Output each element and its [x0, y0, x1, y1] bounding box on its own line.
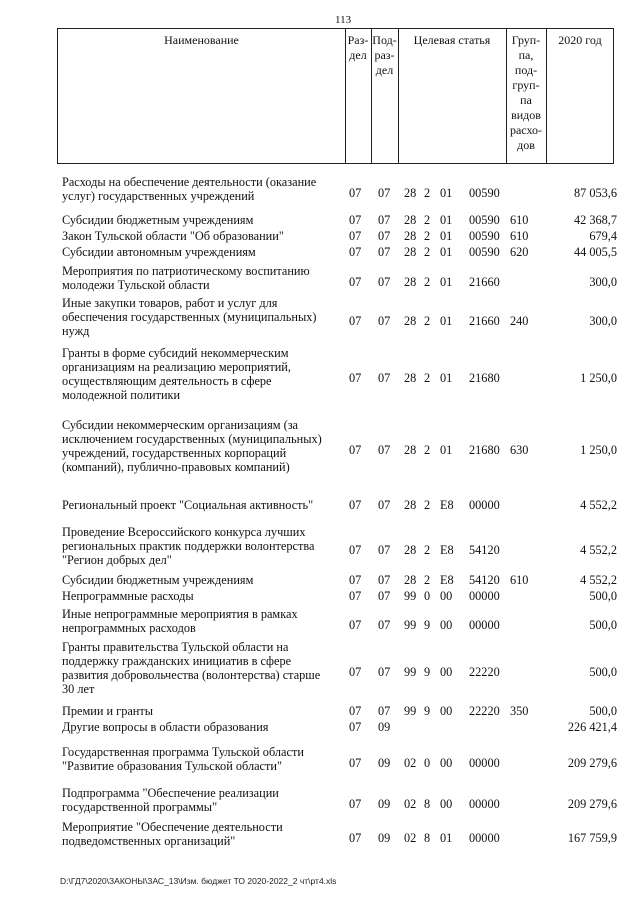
- direction-code-cell: 54120: [469, 573, 500, 587]
- item-name-cell: [62, 607, 344, 635]
- razdel-cell: 07: [349, 443, 362, 457]
- program-code-cell: 28: [404, 245, 417, 259]
- razdel-cell: 07: [349, 229, 362, 243]
- item-name-cell: [62, 525, 344, 567]
- razdel-cell: 07: [349, 245, 362, 259]
- direction-code-cell: 00590: [469, 213, 500, 227]
- header-label-line: Груп-: [511, 33, 541, 47]
- podrazdel-cell: 07: [378, 229, 391, 243]
- razdel-cell: 07: [349, 797, 362, 811]
- item-name-line: осуществляющим деятельность в сфере: [62, 374, 272, 388]
- item-name-line: Субсидии бюджетным учреждениям: [62, 573, 254, 587]
- direction-code-cell: 00590: [469, 229, 500, 243]
- amount-cell: 44 005,5: [573, 245, 617, 259]
- amount-cell: 42 368,7: [573, 213, 617, 227]
- event-code-cell: 00: [440, 704, 453, 718]
- subprogram-code-cell: 9: [424, 618, 431, 632]
- subprogram-code-cell: 0: [424, 589, 431, 603]
- subprogram-code-cell: 2: [424, 371, 431, 385]
- header-target-article: Целевая статья: [413, 33, 491, 47]
- direction-code-cell: 00000: [469, 756, 500, 770]
- program-code-cell: 99: [404, 589, 417, 603]
- program-code-cell: 28: [404, 213, 417, 227]
- item-name-cell: [62, 720, 344, 734]
- amount-cell: 4 552,2: [580, 573, 617, 587]
- header-label-line: видов: [511, 108, 541, 122]
- item-name-line: Премии и гранты: [62, 704, 154, 718]
- item-name-line: Региональный проект "Социальная активность": [62, 498, 314, 512]
- program-code-cell: 28: [404, 275, 417, 289]
- item-name-line: услуг) государственных учреждений: [62, 189, 255, 203]
- item-name-cell: [62, 418, 344, 474]
- direction-code-cell: 22220: [469, 665, 500, 679]
- podrazdel-cell: 07: [378, 543, 391, 557]
- razdel-cell: 07: [349, 213, 362, 227]
- razdel-cell: 07: [349, 275, 362, 289]
- subprogram-code-cell: 2: [424, 498, 431, 512]
- item-name-line: Расходы на обеспечение деятельности (оказание: [62, 175, 317, 189]
- expense-group-cell: 350: [510, 704, 529, 718]
- amount-cell: 4 552,2: [580, 543, 617, 557]
- podrazdel-cell: 09: [378, 831, 391, 845]
- item-name-cell: [62, 245, 344, 259]
- item-name-cell: [62, 820, 344, 848]
- item-name-cell: [62, 745, 344, 773]
- item-name-cell: [62, 704, 344, 718]
- event-code-cell: 00: [440, 797, 453, 811]
- header-label-line: дел: [349, 48, 367, 62]
- header-label-line: Под-: [372, 33, 397, 47]
- subprogram-code-cell: 2: [424, 573, 431, 587]
- item-name-line: Гранты правительства Тульской области на: [62, 640, 289, 654]
- program-code-cell: 28: [404, 229, 417, 243]
- program-code-cell: 99: [404, 704, 417, 718]
- direction-code-cell: 21680: [469, 443, 500, 457]
- amount-cell: 300,0: [589, 314, 617, 328]
- header-label-line: раз-: [374, 48, 395, 62]
- razdel-cell: 07: [349, 186, 362, 200]
- item-name-cell: [62, 640, 344, 696]
- item-name-line: Мероприятие "Обеспечение деятельности: [62, 820, 283, 834]
- item-name-cell: [62, 573, 344, 587]
- amount-cell: 679,4: [589, 229, 617, 243]
- razdel-cell: 07: [349, 371, 362, 385]
- item-name-line: Гранты в форме субсидий некоммерческим: [62, 346, 289, 360]
- podrazdel-cell: 07: [378, 618, 391, 632]
- program-code-cell: 28: [404, 314, 417, 328]
- amount-cell: 500,0: [589, 618, 617, 632]
- razdel-cell: 07: [349, 756, 362, 770]
- direction-code-cell: 00590: [469, 186, 500, 200]
- razdel-cell: 07: [349, 704, 362, 718]
- event-code-cell: 00: [440, 756, 453, 770]
- direction-code-cell: 00000: [469, 618, 500, 632]
- amount-cell: 87 053,6: [573, 186, 617, 200]
- amount-cell: 167 759,9: [567, 831, 617, 845]
- podrazdel-cell: 09: [378, 797, 391, 811]
- item-name-line: Мероприятия по патриотическому воспитанию: [62, 264, 310, 278]
- item-name-cell: [62, 346, 344, 402]
- header-label-line: расхо-: [509, 123, 543, 137]
- expense-group-cell: 240: [510, 314, 529, 328]
- item-name-cell: [62, 213, 344, 227]
- event-code-cell: E8: [440, 573, 454, 587]
- item-name-cell: [62, 296, 344, 338]
- amount-cell: 500,0: [589, 589, 617, 603]
- razdel-cell: 07: [349, 831, 362, 845]
- podrazdel-cell: 07: [378, 665, 391, 679]
- event-code-cell: 00: [440, 665, 453, 679]
- podrazdel-cell: 07: [378, 573, 391, 587]
- program-code-cell: 99: [404, 618, 417, 632]
- razdel-cell: 07: [349, 589, 362, 603]
- event-code-cell: 01: [440, 245, 453, 259]
- event-code-cell: 01: [440, 314, 453, 328]
- file-path-footer: D:\ГД7\2020\ЗАКОНЫ\ЗАС_13\Изм. бюджет ТО 2020-2022_2 чт\рт4.xls: [60, 876, 337, 886]
- subprogram-code-cell: 2: [424, 186, 431, 200]
- item-name-line: развития добровольчества (волонтерства) старше: [62, 668, 321, 682]
- header-label-line: Раз-: [347, 33, 369, 47]
- amount-cell: 209 279,6: [567, 797, 617, 811]
- item-name-line: Другие вопросы в области образования: [62, 720, 269, 734]
- event-code-cell: 00: [440, 618, 453, 632]
- item-name-line: Субсидии некоммерческим организациям (за: [62, 418, 299, 432]
- expense-group-cell: 610: [510, 573, 529, 587]
- razdel-cell: 07: [349, 720, 362, 734]
- event-code-cell: 00: [440, 589, 453, 603]
- item-name-line: государственной программы": [62, 800, 218, 814]
- direction-code-cell: 00000: [469, 831, 500, 845]
- header-label-line: под-: [514, 63, 538, 77]
- item-name-line: нужд: [62, 324, 90, 338]
- amount-cell: 300,0: [589, 275, 617, 289]
- item-name-line: обеспечения государственных (муниципальных): [62, 310, 317, 324]
- direction-code-cell: 00000: [469, 797, 500, 811]
- subprogram-code-cell: 2: [424, 213, 431, 227]
- direction-code-cell: 21680: [469, 371, 500, 385]
- event-code-cell: 01: [440, 186, 453, 200]
- direction-code-cell: 21660: [469, 314, 500, 328]
- direction-code-cell: 00590: [469, 245, 500, 259]
- program-code-cell: 02: [404, 756, 417, 770]
- podrazdel-cell: 07: [378, 589, 391, 603]
- subprogram-code-cell: 2: [424, 314, 431, 328]
- header-label-line: дов: [517, 138, 535, 152]
- header-label-line: па,: [518, 48, 534, 62]
- item-name-cell: [62, 589, 344, 603]
- item-name-line: 30 лет: [62, 682, 95, 696]
- event-code-cell: 01: [440, 229, 453, 243]
- razdel-cell: 07: [349, 618, 362, 632]
- event-code-cell: 01: [440, 831, 453, 845]
- direction-code-cell: 22220: [469, 704, 500, 718]
- subprogram-code-cell: 9: [424, 665, 431, 679]
- header-year: 2020 год: [558, 33, 602, 47]
- razdel-cell: 07: [349, 314, 362, 328]
- razdel-cell: 07: [349, 573, 362, 587]
- program-code-cell: 28: [404, 543, 417, 557]
- item-name-line: Непрограммные расходы: [62, 589, 194, 603]
- event-code-cell: 01: [440, 443, 453, 457]
- razdel-cell: 07: [349, 543, 362, 557]
- podrazdel-cell: 07: [378, 186, 391, 200]
- expense-group-cell: 630: [510, 443, 529, 457]
- item-name-line: Закон Тульской области "Об образовании": [62, 229, 284, 243]
- item-name-cell: [62, 175, 344, 203]
- amount-cell: 1 250,0: [580, 443, 617, 457]
- event-code-cell: 01: [440, 275, 453, 289]
- program-code-cell: 28: [404, 573, 417, 587]
- item-name-line: региональных практик поддержки волонтерства: [62, 539, 315, 553]
- podrazdel-cell: 07: [378, 245, 391, 259]
- item-name-line: молодежи Тульской области: [62, 278, 210, 292]
- program-code-cell: 02: [404, 797, 417, 811]
- event-code-cell: E8: [440, 498, 454, 512]
- amount-cell: 226 421,4: [567, 720, 617, 734]
- direction-code-cell: 21660: [469, 275, 500, 289]
- item-name-line: учреждений, государственных корпораций: [62, 446, 287, 460]
- podrazdel-cell: 07: [378, 371, 391, 385]
- event-code-cell: 01: [440, 213, 453, 227]
- subprogram-code-cell: 0: [424, 756, 431, 770]
- podrazdel-cell: 07: [378, 314, 391, 328]
- subprogram-code-cell: 9: [424, 704, 431, 718]
- podrazdel-cell: 07: [378, 213, 391, 227]
- direction-code-cell: 00000: [469, 589, 500, 603]
- amount-cell: 500,0: [589, 704, 617, 718]
- item-name-line: организациям на реализацию мероприятий,: [62, 360, 291, 374]
- item-name-cell: [62, 229, 344, 243]
- subprogram-code-cell: 8: [424, 831, 431, 845]
- subprogram-code-cell: 2: [424, 245, 431, 259]
- item-name-line: "Регион добрых дел": [62, 553, 172, 567]
- amount-cell: 1 250,0: [580, 371, 617, 385]
- podrazdel-cell: 09: [378, 756, 391, 770]
- header-name: Наименование: [164, 33, 239, 47]
- program-code-cell: 28: [404, 443, 417, 457]
- subprogram-code-cell: 8: [424, 797, 431, 811]
- amount-cell: 4 552,2: [580, 498, 617, 512]
- podrazdel-cell: 09: [378, 720, 391, 734]
- item-name-line: Государственная программа Тульской области: [62, 745, 304, 759]
- expense-group-cell: 610: [510, 229, 529, 243]
- header-label-line: груп-: [512, 78, 540, 92]
- razdel-cell: 07: [349, 665, 362, 679]
- item-name-line: Иные закупки товаров, работ и услуг для: [62, 296, 278, 310]
- amount-cell: 209 279,6: [567, 756, 617, 770]
- item-name-line: Проведение Всероссийского конкурса лучших: [62, 525, 306, 539]
- program-code-cell: 28: [404, 498, 417, 512]
- item-name-cell: [62, 264, 344, 292]
- item-name-cell: [62, 786, 344, 814]
- amount-cell: 500,0: [589, 665, 617, 679]
- event-code-cell: 01: [440, 371, 453, 385]
- item-name-line: молодежной политики: [62, 388, 181, 402]
- expense-group-cell: 620: [510, 245, 529, 259]
- direction-code-cell: 54120: [469, 543, 500, 557]
- item-name-line: поддержку гражданских инициатив в сфере: [62, 654, 292, 668]
- program-code-cell: 99: [404, 665, 417, 679]
- program-code-cell: 02: [404, 831, 417, 845]
- item-name-line: (компаний), публично-правовых компаний): [62, 460, 290, 474]
- item-name-line: исключением государственных (муниципальных): [62, 432, 322, 446]
- item-name-line: Субсидии бюджетным учреждениям: [62, 213, 254, 227]
- program-code-cell: 28: [404, 186, 417, 200]
- expense-group-cell: 610: [510, 213, 529, 227]
- subprogram-code-cell: 2: [424, 443, 431, 457]
- page-number: 113: [335, 14, 352, 26]
- item-name-line: Иные непрограммные мероприятия в рамках: [62, 607, 298, 621]
- header-label-line: дел: [375, 63, 394, 77]
- podrazdel-cell: 07: [378, 704, 391, 718]
- item-name-cell: [62, 498, 344, 512]
- podrazdel-cell: 07: [378, 443, 391, 457]
- razdel-cell: 07: [349, 498, 362, 512]
- direction-code-cell: 00000: [469, 498, 500, 512]
- program-code-cell: 28: [404, 371, 417, 385]
- item-name-line: Подпрограмма "Обеспечение реализации: [62, 786, 279, 800]
- header-label-line: па: [520, 93, 532, 107]
- item-name-line: Субсидии автономным учреждениям: [62, 245, 256, 259]
- subprogram-code-cell: 2: [424, 229, 431, 243]
- event-code-cell: E8: [440, 543, 454, 557]
- subprogram-code-cell: 2: [424, 275, 431, 289]
- podrazdel-cell: 07: [378, 498, 391, 512]
- item-name-line: подведомственных организаций": [62, 834, 236, 848]
- item-name-line: "Развитие образования Тульской области": [62, 759, 282, 773]
- podrazdel-cell: 07: [378, 275, 391, 289]
- subprogram-code-cell: 2: [424, 543, 431, 557]
- item-name-line: непрограммных расходов: [62, 621, 196, 635]
